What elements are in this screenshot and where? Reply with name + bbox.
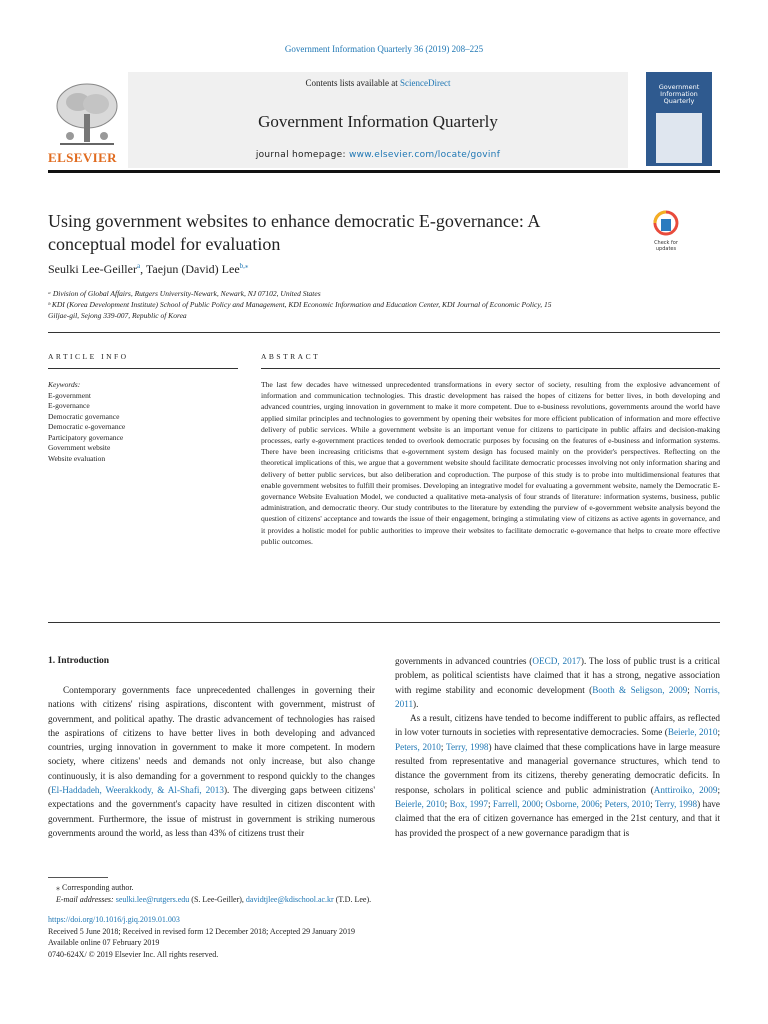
banner-bottom-rule: [48, 170, 720, 173]
cover-contents-block: [656, 113, 702, 163]
citation-link[interactable]: Peters, 2010: [395, 741, 441, 752]
keyword-item: Website evaluation: [48, 453, 106, 463]
keyword-item: Government website: [48, 443, 111, 452]
keyword-item: Democratic governance: [48, 411, 120, 421]
citation-link[interactable]: Box, 1997: [449, 798, 488, 809]
homepage-line: journal homepage: www.elsevier.com/locate/govinf: [255, 150, 501, 160]
keyword-item: Participatory governance: [48, 432, 124, 442]
author-2-affil-mark[interactable]: b,⁎: [239, 262, 249, 270]
keywords-block: [48, 380, 228, 464]
check-for-updates-badge[interactable]: [646, 210, 686, 252]
journal-cover-image: [646, 72, 712, 166]
keyword-item: E-government: [48, 390, 91, 400]
keywords-label: Keywords:: [48, 380, 81, 389]
article-info-rule: [48, 368, 238, 369]
corresponding-author-note: ⁎ Corresponding author.: [56, 883, 134, 892]
abstract-rule: [261, 368, 720, 369]
check-for-updates-label: Check for updates: [654, 240, 678, 252]
abstract-heading: ABSTRACT: [261, 352, 321, 361]
email-link[interactable]: davidtjlee@kdischool.ac.kr: [245, 894, 334, 904]
affiliation-b: ᵇ KDI (Korea Development Institute) School of Public Policy and Management, KDI Economic Information and Education Center, KDI Journal of Economic Policy, 15: [48, 300, 552, 309]
citation-link[interactable]: Osborne, 2006: [545, 798, 600, 809]
keyword-item: E-governance: [48, 401, 90, 410]
intro-column-2: [395, 654, 720, 840]
keyword-item: Democratic e-governance: [48, 422, 126, 431]
citation-link[interactable]: OECD, 2017: [532, 656, 581, 666]
available-online: Available online 07 February 2019: [48, 938, 160, 947]
affiliation-b-cont: Giljae-gil, Sejong 339-007, Republic of Korea: [48, 311, 187, 320]
paragraph: As a result, citizens have tended to become indifferent to public affairs, as reflected in low voter turnouts in societies with representative democracies. Some (Beierle, 2010; Peters, 2010; Terry, 1998) have claimed that these complications have in large measure resulted from representative and managerial governance structures, which tend to distance the government from its citizens, thereby generating democratic deficits. In response, scholars in political science and public administration (Anttiroiko, 2009; Beierle, 2010; Box, 1997; Farrell, 2000; Osborne, 2006; Peters, 2010; Terry, 1998) have claimed that the era of citizen governance has emerged in the 21st century, and that it has provided the prospect of a new governance paradigm that is: [395, 713, 721, 838]
paragraph: governments in advanced countries (OECD, 2017). The loss of public trust is a critical problem, as political scientists have claimed that it has a strong, negative association with regime stability and economic development (Booth & Seligson, 2009; Norris, 2011).: [395, 656, 721, 709]
affiliations: [48, 288, 728, 321]
citation-link[interactable]: Beierle, 2010: [395, 798, 445, 809]
email-link[interactable]: seulki.lee@rutgers.edu: [115, 894, 190, 904]
journal-title: Government Information Quarterly: [258, 112, 498, 131]
abstract-text: The last few decades have witnessed unprecedented transformations in every sector of society, resulting from the explosive advancement of information and communication technologies. This drastic development has raised the hopes of citizens for better lives, in both developing and advanced countries, urging innovation in government to make it more competent. Due to e-business revolutions, governments around the world have applied similar principles and technologies to government by opening their websites for more efficient publication of information and more effective delivery of public services. While a government website is an important venue for citizens to participate in public affairs and decision-making processes, early e-government practices tended to overlook democratic purposes by focusing on the features of e-business and information systems. There have been increasing criticisms that e-government system design has focused mainly on the provider's perspectives. Reflecting on the theoretical implications of this, we argue that a government website should facilitate democratic processes involving not only information sharing and delivery of better public services, but also deliberation and coproduction. The purpose of this study is to probe into multidimensional features that enable government websites to fulfill their promises. Developing an integrative model for evaluating a government website, namely the Democratic E-governance Website Evaluation Model, we conducted a qualitative meta-analysis of four strands of literature: information systems, business, public administration, and democratic theory. Our study contributes to the literature by extending the purview of e-government website analysis beyond the question of citizens' acceptance and towards the issue of their engagement, bringing a stimulating view of citizens as active agents in governance, and it provides a holistic model for public authorities to improve their websites to facilitate democratic e-governance that helps to create more effective public outcomes.: [261, 380, 720, 546]
contents-line: Contents lists available at ScienceDirect: [305, 78, 451, 88]
copyright-line: 0740-624X/ © 2019 Elsevier Inc. All rights reserved.: [48, 949, 219, 959]
section-top-rule: [48, 332, 720, 333]
journal-reference-link[interactable]: Government Information Quarterly 36 (2019) 208–225: [284, 44, 484, 54]
abstract-bottom-rule: [48, 622, 720, 623]
author-2[interactable]: Taejun (David) Lee: [145, 262, 240, 276]
citation-link[interactable]: Norris, 2011: [395, 684, 720, 709]
banner-center: [128, 72, 628, 168]
check-for-updates-icon: [653, 210, 679, 238]
journal-reference[interactable]: [0, 44, 768, 54]
elsevier-tree-logo: [48, 80, 126, 164]
introduction-heading: 1. Introduction: [48, 656, 110, 666]
author-1[interactable]: Seulki Lee-Geiller: [48, 262, 137, 276]
citation-link[interactable]: Farrell, 2000: [492, 798, 541, 809]
cover-title: Government Information Quarterly: [658, 83, 700, 105]
footnote-block: [56, 882, 716, 905]
author-1-affil-mark[interactable]: a: [136, 262, 141, 270]
article-title: Using government websites to enhance democratic E-governance: A conceptual model for evaluation: [48, 211, 541, 254]
intro-column-1: Contemporary governments face unprecedented challenges in governing their nations with citizens' rising aspirations, discontent with government, mistrust of government, and political apathy. The drastic advancement of technologies has raised the aspirations of citizens to have better lives in both developing and advanced countries, urging innovation in government to make it more competent. In modern society, where citizens' needs and demands not only increase, but also change continuously, it is also demanding for a government to respond quickly to the changes (El-Haddadeh, Weerakkody, & Al-Shafi, 2013). The diverging gaps between citizens' expectations and the government's capacity have resulted in citizen discontent with government. Furthermore, the issue of mistrust in government is striking numerous governments around the world, as less than 43% of citizens trust their: [48, 685, 376, 838]
journal-banner: [48, 72, 720, 170]
citation-link[interactable]: Peters, 2010: [604, 798, 651, 809]
citation-link[interactable]: Booth & Seligson, 2009: [592, 684, 688, 695]
citation-link[interactable]: Terry, 1998: [445, 741, 489, 752]
citation-link[interactable]: El-Haddadeh, Weerakkody, & Al-Shafi, 2013: [51, 785, 224, 796]
publisher-name: ELSEVIER: [48, 150, 117, 165]
authors-line: Seulki Lee-Geiller$^a$, Taejun (David) Lee$^{b,⁎}$: [48, 262, 249, 276]
received-dates: Received 5 June 2018; Received in revised form 12 December 2018; Accepted 29 January 2019: [48, 926, 356, 936]
sciencedirect-link[interactable]: ScienceDirect: [400, 78, 451, 88]
citation-link[interactable]: Anttiroiko, 2009: [653, 784, 718, 795]
publication-info: [48, 914, 720, 960]
affiliation-a: ᵃ Division of Global Affairs, Rutgers University-Newark, Newark, NJ 07102, United States: [48, 289, 321, 298]
citation-link[interactable]: Beierle, 2010: [667, 727, 718, 738]
footnote-rule: [48, 877, 108, 878]
doi-link[interactable]: https://doi.org/10.1016/j.giq.2019.01.003: [48, 915, 180, 924]
article-info-heading: ARTICLE INFO: [48, 352, 129, 361]
citation-link[interactable]: Terry, 1998: [654, 798, 698, 809]
homepage-link[interactable]: www.elsevier.com/locate/govinf: [348, 150, 501, 160]
email-line: E-mail addresses: seulki.lee@rutgers.edu (S. Lee-Geiller), davidtjlee@kdischool.ac.kr (T.D. Lee).: [56, 894, 372, 904]
